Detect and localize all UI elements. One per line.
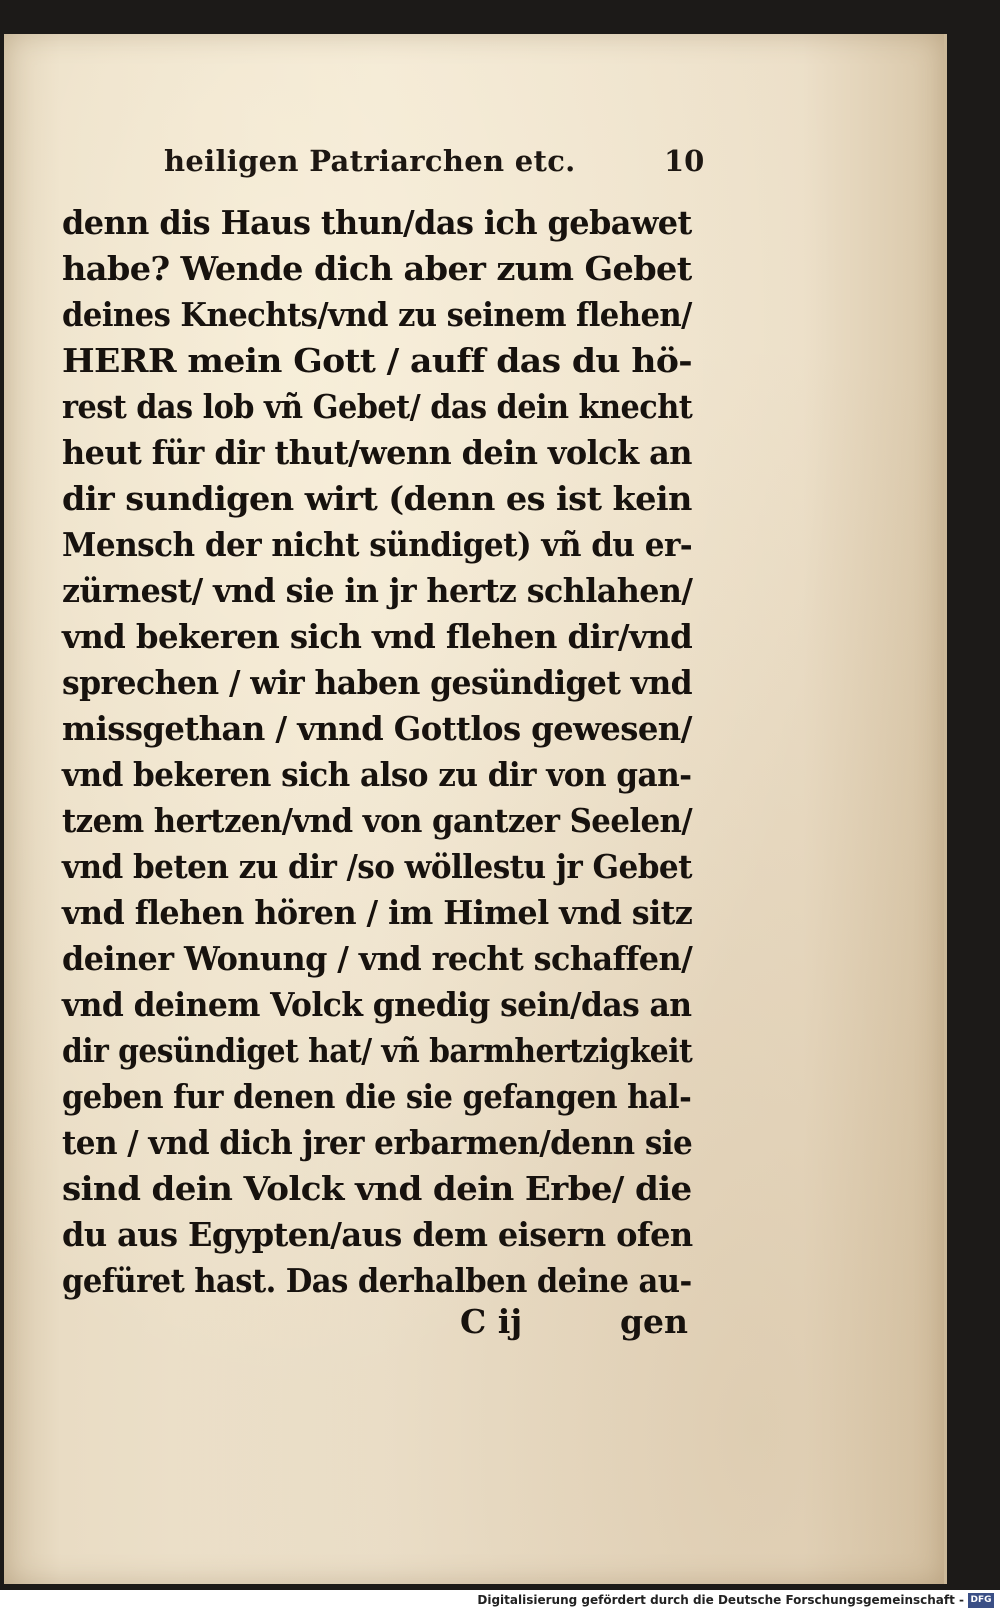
running-head: heiligen Patriarchen etc. (164, 144, 576, 178)
text-line: gefüret hast. Das derhalben deine au- (62, 1261, 692, 1300)
text-line: zürnest/ vnd sie in jr hertz schlahen/ (62, 571, 693, 610)
signature-mark: C ij (460, 1302, 523, 1341)
text-line: tzem hertzen/vnd von gantzer Seelen/ (62, 801, 693, 840)
text-line: vnd beten zu dir /so wöllestu jr Gebet (62, 847, 692, 886)
text-line: heut für dir thut/wenn dein volck an (62, 433, 692, 472)
text-line: vnd flehen hören / im Himel vnd sitz (62, 893, 693, 932)
text-line: denn dis Haus thun/das ich gebawet (62, 203, 692, 242)
text-line: sind dein Volck vnd dein Erbe/ die (62, 1169, 692, 1208)
text-line: dir gesündiget hat/ vñ barmhertzigkeit (62, 1031, 693, 1070)
book-page (4, 34, 947, 1584)
text-line: du aus Egypten/aus dem eisern ofen (62, 1215, 693, 1254)
text-line: ten / vnd dich jrer erbarmen/denn sie (62, 1123, 693, 1162)
dfg-logo: DFG (968, 1593, 994, 1608)
text-line: habe? Wende dich aber zum Gebet (62, 249, 692, 288)
text-line: vnd deinem Volck gnedig sein/das an (62, 985, 692, 1024)
text-line: Mensch der nicht sündiget) vñ du er- (62, 525, 693, 564)
digitization-footer (0, 1590, 1000, 1614)
text-line: vnd bekeren sich vnd flehen dir/vnd (62, 617, 693, 656)
text-block (62, 200, 692, 1304)
text-line: missgethan / vnnd Gottlos gewesen/ (62, 709, 692, 748)
text-line: sprechen / wir haben gesündiget vnd (62, 663, 693, 702)
text-line: vnd bekeren sich also zu dir von gan- (62, 755, 692, 794)
page-foot (62, 1302, 692, 1348)
funding-credit: Digitalisierung gefördert durch die Deutsche Forschungsgemeinschaft - (477, 1593, 964, 1607)
text-line: deines Knechts/vnd zu seinem flehen/ (62, 295, 692, 334)
catchword: gen (619, 1302, 688, 1341)
page-number: 10 (664, 144, 705, 178)
text-line: HERR mein Gott / auff das du hö- (62, 341, 693, 380)
text-line: deiner Wonung / vnd recht schaffen/ (62, 939, 693, 978)
text-line: dir sundigen wirt (denn es ist kein (62, 479, 692, 518)
text-line: geben fur denen die sie gefangen hal- (62, 1077, 692, 1116)
text-line: rest das lob vñ Gebet/ das dein knecht (62, 387, 693, 426)
